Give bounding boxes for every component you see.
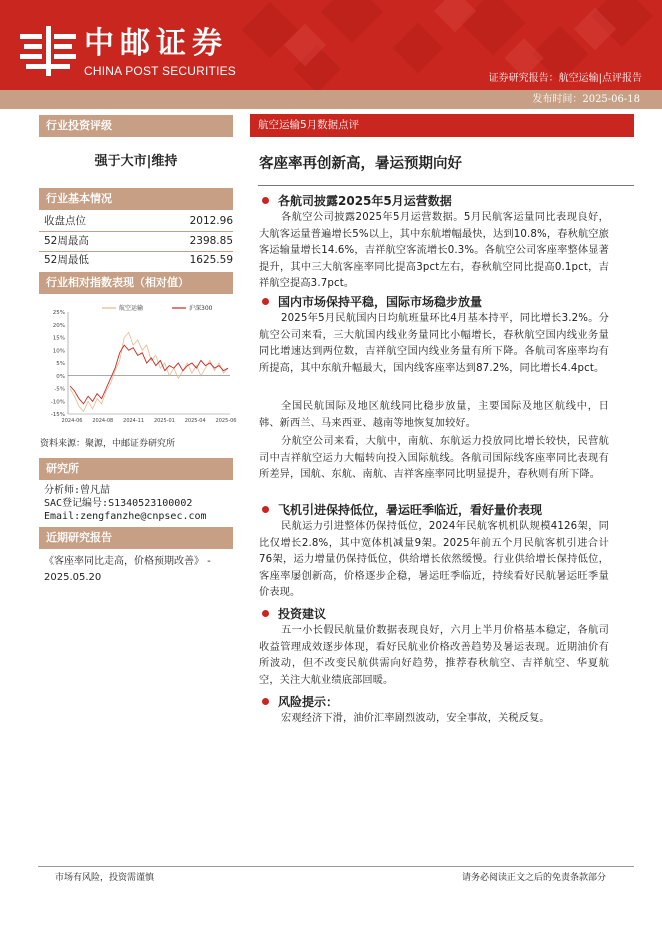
- bullet-icon: [262, 610, 269, 617]
- section-heading: [262, 502, 542, 518]
- basic-row: [44, 251, 233, 270]
- bullet-icon: [262, 698, 269, 705]
- section-heading: [262, 606, 326, 622]
- paragraph: 宏观经济下滑，油价汇率剧烈波动，安全事故，关税反复。: [281, 713, 550, 724]
- header-band: [0, 0, 662, 90]
- analyst-name: 分析师:曾凡喆: [44, 485, 111, 496]
- chart-y-tick-label: 15%: [52, 335, 65, 342]
- basic-row-value: 1625.59: [189, 254, 233, 266]
- chart-y-tick-label: 20%: [52, 322, 65, 329]
- chart-x-tick-label: 2025-01: [153, 418, 175, 424]
- industry-rating: 强于大市|维持: [94, 154, 178, 169]
- company-logo-icon: [20, 26, 76, 76]
- section-heading: [262, 694, 338, 710]
- section-heading-text: 风险提示：: [278, 695, 339, 709]
- basic-row-label: 52周最低: [44, 254, 89, 266]
- sector-label: 航空运输5月数据点评: [258, 119, 360, 131]
- basic-info-header: 行业基本情况: [39, 188, 233, 210]
- rating-header: 行业投资评级: [39, 115, 233, 137]
- chart-x-tick-label: 2025-06: [215, 418, 237, 424]
- bullet-icon: [262, 197, 269, 204]
- chart-y-ticks: [51, 310, 65, 418]
- basic-row: [44, 212, 233, 231]
- report-type: 证券研究报告：航空运输|点评报告: [488, 73, 642, 84]
- basic-row-label: 52周最高: [44, 235, 89, 247]
- chart-x-tick-label: 2024-08: [92, 418, 114, 424]
- paragraph: 五一小长假民航量价数据表现良好，六月上半月价格基本稳定，各航司收益管理成效逐步体现，看好民航业价格改善趋势及暑运表现。近期油价有所波动，但不改变民航供需向好趋势，推荐春秋航空、吉祥航空、华夏航空，关注大航业绩底部回暖。: [259, 625, 609, 686]
- recent-reports-header: 近期研究报告: [39, 527, 233, 549]
- chart-y-tick-label: 0%: [56, 373, 65, 380]
- relative-index-chart: [40, 300, 237, 428]
- research-header: 研究所: [39, 458, 233, 480]
- chart-x-ticks: [62, 418, 237, 424]
- company-name-cn: 中邮证券: [84, 26, 228, 61]
- chart-x-tick-label: 2024-06: [61, 418, 83, 424]
- recent-report-link[interactable]: 《客座率同比走高，价格预期改善》 - 2025.05.20: [44, 556, 211, 583]
- chart-series: [70, 332, 228, 411]
- chart-x-tick-label: 2025-04: [184, 418, 206, 424]
- bullet-icon: [262, 506, 269, 513]
- disclaimer-notice: 请务必阅读正文之后的免责条款部分: [461, 873, 606, 883]
- chart-source: 资料来源：聚源，中邮证券研究所: [40, 439, 176, 449]
- basic-row-value: 2012.96: [189, 215, 233, 227]
- paragraph: 各航空公司披露2025年5月运营数据。5月民航客运量同比表现良好，大航客运量普遍增长5%以上，其中东航增幅最快，达到10.8%，春秋航空旅客运输量增长14.6%，吉祥航空客流增长0.3%。各航空公司客座率整体显著提升，其中三大航客座率同比提高3pct左右，春秋航空同比提高0.1pct，吉祥航空提高3.7pct。: [259, 212, 609, 290]
- paragraph: 2025年5月民航国内日均航班量环比4月基本持平，同比增长3.2%。分航空公司来看，三大航国内线业务量同比小幅增长，春秋航空国内线业务量同比增速达到两位数，吉祥航空国内线业务量有所下降。各航司客座率均有所提高，其中东航升幅最大，国内线客座率达到87.2%，同比增长4.4pct。: [259, 313, 609, 374]
- section-heading: [262, 193, 452, 209]
- title-rule: [258, 185, 634, 186]
- report-title: 客座率再创新高，暑运预期向好: [259, 156, 462, 172]
- chart-y-tick-label: 25%: [52, 310, 65, 316]
- risk-notice: 市场有风险，投资需谨慎: [55, 873, 155, 883]
- chart-y-tick-label: -15%: [50, 412, 65, 418]
- bullet-icon: [262, 298, 269, 305]
- chart-legend: [102, 304, 213, 312]
- company-name-en: CHINA POST SECURITIES: [84, 64, 237, 78]
- chart-y-tick-label: -10%: [50, 399, 65, 406]
- analyst-email[interactable]: Email:zengfanzhe@cnpsec.com: [44, 511, 207, 522]
- paragraph: 民航运力引进整体仍保持低位，2024年民航客机机队规模4126架，同比仅增长2.8%，其中宽体机减量9架。2025年前五个月民航客机引进合计76架，运力增量仍保持低位，供给增长依然缓慢。行业供给增长保持低位，客座率屡创新高，价格逐步企稳，暑运旺季临近，持续看好民航暑运旺季量价表现。: [259, 521, 609, 599]
- chart-legend-label: 航空运输: [119, 305, 144, 312]
- analyst-sac-id: SAC登记编号:S1340523100002: [44, 498, 193, 509]
- chart-legend-label: 沪深300: [189, 305, 213, 312]
- paragraph: 分航空公司来看，大航中，南航、东航运力投放同比增长较快，民营航司中吉祥航空运力大幅转向投入国际航线。各航司国际线客座率同比表现有所差异，国航、东航、南航、吉祥客座率同比明显提升，春秋则有所下降。: [259, 436, 609, 481]
- chart-grid: [68, 312, 230, 414]
- publish-date: 发布时间：2025-06-18: [532, 94, 640, 105]
- chart-y-tick-label: 10%: [52, 348, 65, 355]
- sector-bar-rule: [250, 136, 634, 137]
- paragraph: 全国民航国际及地区航线同比稳步放量，主要国际及地区航线中，日韩、新西兰、马来西亚、越南等地恢复加较好。: [259, 401, 609, 429]
- chart-y-tick-label: 5%: [56, 361, 65, 367]
- footer-rule: [38, 866, 634, 867]
- chart-x-tick-label: 2024-11: [123, 418, 145, 424]
- basic-row-value: 2398.85: [189, 235, 233, 247]
- section-heading-text: 飞机引进保持低位，暑运旺季临近，看好量价表现: [278, 503, 543, 517]
- section-heading: [262, 294, 482, 310]
- section-heading-text: 各航司披露2025年5月运营数据: [278, 194, 452, 208]
- section-heading-text: 投资建议: [278, 607, 327, 621]
- section-heading-text: 国内市场保持平稳，国际市场稳步放量: [278, 295, 483, 309]
- chart-y-tick-label: -5%: [54, 386, 65, 393]
- chart-header: 行业相对指数表现（相对值）: [39, 272, 233, 294]
- basic-row: [44, 232, 233, 251]
- basic-row-label: 收盘点位: [44, 215, 86, 227]
